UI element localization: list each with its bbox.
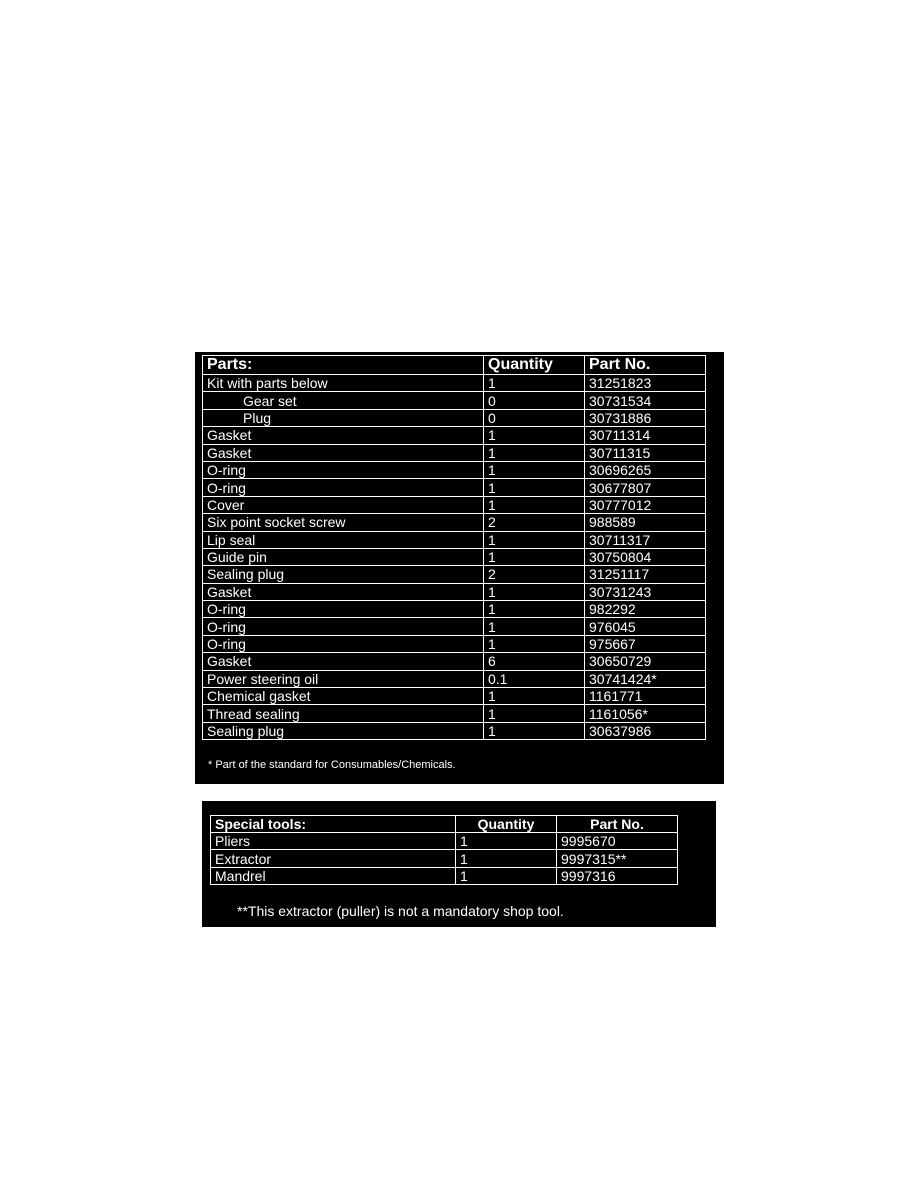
item-part-no: 976045 — [585, 618, 706, 635]
item-name: Power steering oil — [203, 670, 484, 687]
item-name: Pliers — [211, 833, 456, 850]
tools-header-part-no: Part No. — [557, 816, 678, 833]
parts-body — [203, 375, 706, 740]
item-name: Mandrel — [211, 867, 456, 884]
item-name: Sealing plug — [203, 722, 484, 739]
item-name: Guide pin — [203, 548, 484, 565]
item-name: Gasket — [203, 653, 484, 670]
item-part-no: 31251117 — [585, 566, 706, 583]
table-row — [203, 531, 706, 548]
item-name: Thread sealing — [203, 705, 484, 722]
item-part-no: 1161056* — [585, 705, 706, 722]
table-row — [203, 375, 706, 392]
table-row — [203, 566, 706, 583]
item-part-no: 31251823 — [585, 375, 706, 392]
table-row — [211, 833, 678, 850]
item-name: O-ring — [203, 618, 484, 635]
table-row — [203, 688, 706, 705]
item-part-no: 30731534 — [585, 392, 706, 409]
item-quantity: 6 — [484, 653, 585, 670]
item-quantity: 1 — [484, 496, 585, 513]
item-quantity: 1 — [456, 850, 557, 867]
parts-header-name: Parts: — [203, 356, 484, 375]
item-part-no: 30711314 — [585, 427, 706, 444]
item-name: Cover — [203, 496, 484, 513]
table-row — [203, 427, 706, 444]
item-name: Lip seal — [203, 531, 484, 548]
item-part-no: 30696265 — [585, 461, 706, 478]
item-name: Gear set — [203, 392, 484, 409]
item-part-no: 30731243 — [585, 583, 706, 600]
item-part-no: 982292 — [585, 601, 706, 618]
item-name: Plug — [203, 409, 484, 426]
item-quantity: 1 — [484, 548, 585, 565]
table-row — [203, 444, 706, 461]
tools-body — [211, 833, 678, 885]
item-quantity: 1 — [456, 833, 557, 850]
item-quantity: 1 — [484, 479, 585, 496]
tools-header-quantity: Quantity — [456, 816, 557, 833]
item-name: O-ring — [203, 601, 484, 618]
item-part-no: 30711315 — [585, 444, 706, 461]
item-name: Gasket — [203, 444, 484, 461]
item-part-no: 1161771 — [585, 688, 706, 705]
item-quantity: 1 — [484, 444, 585, 461]
item-quantity: 1 — [484, 618, 585, 635]
parts-header-part-no: Part No. — [585, 356, 706, 375]
table-row — [203, 705, 706, 722]
item-quantity: 0 — [484, 392, 585, 409]
parts-panel — [195, 352, 724, 784]
item-part-no: 30777012 — [585, 496, 706, 513]
item-part-no: 9995670 — [557, 833, 678, 850]
table-row — [203, 653, 706, 670]
item-part-no: 9997316 — [557, 867, 678, 884]
item-quantity: 1 — [484, 531, 585, 548]
item-name: Gasket — [203, 427, 484, 444]
table-row — [203, 514, 706, 531]
item-name: O-ring — [203, 461, 484, 478]
item-part-no: 30731886 — [585, 409, 706, 426]
item-name: O-ring — [203, 635, 484, 652]
item-quantity: 1 — [484, 583, 585, 600]
table-row — [203, 722, 706, 739]
item-name: Sealing plug — [203, 566, 484, 583]
item-part-no: 30750804 — [585, 548, 706, 565]
item-quantity: 0.1 — [484, 670, 585, 687]
parts-header-row — [203, 356, 706, 375]
item-quantity: 0 — [484, 409, 585, 426]
item-quantity: 1 — [456, 867, 557, 884]
item-part-no: 988589 — [585, 514, 706, 531]
parts-header-quantity: Quantity — [484, 356, 585, 375]
tools-header-row — [211, 816, 678, 833]
item-quantity: 1 — [484, 375, 585, 392]
item-part-no: 30711317 — [585, 531, 706, 548]
item-name: Chemical gasket — [203, 688, 484, 705]
table-row — [203, 583, 706, 600]
item-part-no: 30741424* — [585, 670, 706, 687]
item-name: Six point socket screw — [203, 514, 484, 531]
item-name: O-ring — [203, 479, 484, 496]
item-quantity: 1 — [484, 705, 585, 722]
table-row — [203, 618, 706, 635]
item-part-no: 30637986 — [585, 722, 706, 739]
parts-footnote: * Part of the standard for Consumables/Chemicals. — [208, 759, 456, 771]
item-quantity: 2 — [484, 514, 585, 531]
table-row — [211, 850, 678, 867]
table-row — [203, 670, 706, 687]
table-row — [211, 867, 678, 884]
parts-table — [202, 355, 706, 740]
item-part-no: 9997315** — [557, 850, 678, 867]
table-row — [203, 409, 706, 426]
item-part-no: 30650729 — [585, 653, 706, 670]
table-row — [203, 479, 706, 496]
item-part-no: 975667 — [585, 635, 706, 652]
item-quantity: 1 — [484, 601, 585, 618]
table-row — [203, 496, 706, 513]
table-row — [203, 548, 706, 565]
tools-footnote: **This extractor (puller) is not a mandatory shop tool. — [237, 903, 564, 919]
item-name: Extractor — [211, 850, 456, 867]
item-quantity: 1 — [484, 722, 585, 739]
special-tools-panel — [202, 801, 716, 927]
table-row — [203, 601, 706, 618]
item-part-no: 30677807 — [585, 479, 706, 496]
tools-header-name: Special tools: — [211, 816, 456, 833]
special-tools-table — [210, 815, 678, 885]
table-row — [203, 635, 706, 652]
table-row — [203, 392, 706, 409]
item-quantity: 2 — [484, 566, 585, 583]
item-quantity: 1 — [484, 461, 585, 478]
item-quantity: 1 — [484, 688, 585, 705]
item-name: Gasket — [203, 583, 484, 600]
item-name: Kit with parts below — [203, 375, 484, 392]
table-row — [203, 461, 706, 478]
item-quantity: 1 — [484, 427, 585, 444]
item-quantity: 1 — [484, 635, 585, 652]
